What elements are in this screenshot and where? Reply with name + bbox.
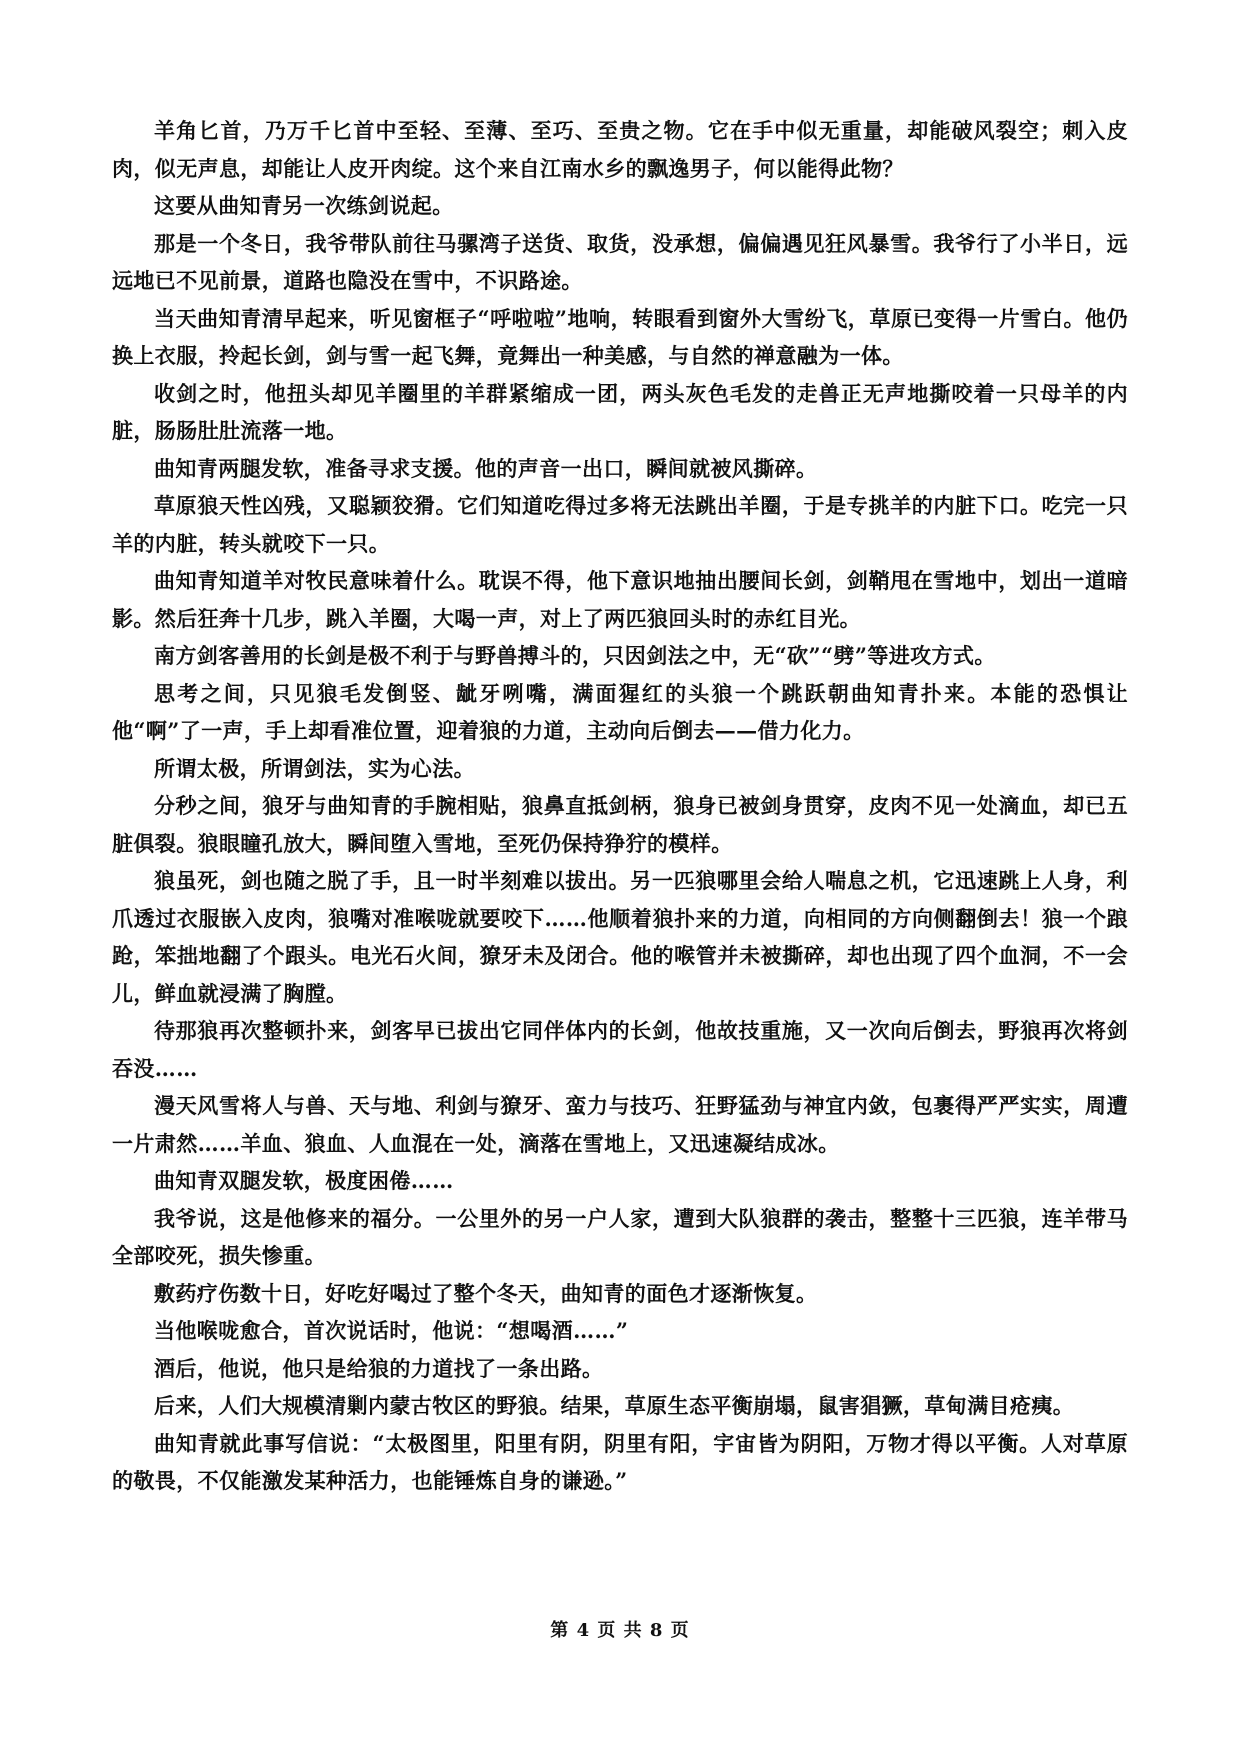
paragraph-22: 曲知青就此事写信说：“太极图里，阳里有阴，阴里有阳，宇宙皆为阴阳，万物才得以平衡。人对草原的敬畏，不仅能激发某种活力，也能锤炼自身的谦逊。” <box>112 1430 1128 1493</box>
paragraph-2: 这要从曲知青另一次练剑说起。 <box>154 193 454 218</box>
paragraph-15: 漫天风雪将人与兽、天与地、利剑与獠牙、蛮力与技巧、狂野猛劲与神宜内敛，包裹得严严实实，周遭一片肃然……羊血、狼血、人血混在一处，滴落在雪地上，又迅速凝结成冰。 <box>112 1093 1128 1156</box>
paragraph-9: 南方剑客善用的长剑是极不利于与野兽搏斗的，只因剑法之中，无“砍”“劈”等进攻方式。 <box>154 643 996 668</box>
paragraph-7: 草原狼天性凶残，又聪颖狡猾。它们知道吃得过多将无法跳出羊圈，于是专挑羊的内脏下口。吃完一只羊的内脏，转头就咬下一只。 <box>112 493 1128 556</box>
paragraph-18: 敷药疗伤数十日，好吃好喝过了整个冬天，曲知青的面色才逐渐恢复。 <box>154 1280 818 1306</box>
paragraph-11: 所谓太极，所谓剑法，实为心法。 <box>154 755 475 781</box>
paragraph-3: 那是一个冬日，我爷带队前往马骡湾子送货、取货，没承想，偏偏遇见狂风暴雪。我爷行了小半日，远远地已不见前景，道路也隐没在雪中，不识路途。 <box>112 230 1128 293</box>
page-number-footer: 第 4 页 共 8 页 <box>550 1620 690 1641</box>
paragraph-13: 狼虽死，剑也随之脱了手，且一时半刻难以拔出。另一匹狼哪里会给人喘息之机，它迅速跳上人身，利爪透过衣服嵌入皮肉，狼嘴对准喉咙就要咬下……他顺着狼扑来的力道，向相同的方向侧翻倒去！狼一个踉跄，笨拙地翻了个跟头。电光石火间，獠牙未及闭合。他的喉管并未被撕碎，却也出现了四个血洞，不一会儿，鲜血就浸满了胸膛。 <box>112 868 1128 1006</box>
paragraph-6: 曲知青两腿发软，准备寻求支援。他的声音一出口，瞬间就被风撕碎。 <box>154 455 818 481</box>
paragraph-12: 分秒之间，狼牙与曲知青的手腕相贴，狼鼻直抵剑柄，狼身已被剑身贯穿，皮肉不见一处滴血，却已五脏俱裂。狼眼瞳孔放大，瞬间堕入雪地，至死仍保持狰狞的模样。 <box>112 793 1128 856</box>
paragraph-5: 收剑之时，他扭头却见羊圈里的羊群紧缩成一团，两头灰色毛发的走兽正无声地撕咬着一只母羊的内脏，肠肠肚肚流落一地。 <box>112 380 1128 443</box>
paragraph-21: 后来，人们大规模清剿内蒙古牧区的野狼。结果，草原生态平衡崩塌，鼠害猖獗，草甸满目疮痍。 <box>154 1393 1075 1418</box>
paragraph-19: 当他喉咙愈合，首次说话时，他说：“想喝酒……” <box>154 1318 629 1343</box>
article-body <box>112 112 1128 1500</box>
paragraph-8: 曲知青知道羊对牧民意味着什么。耽误不得，他下意识地抽出腰间长剑，剑鞘甩在雪地中，划出一道暗影。然后狂奔十几步，跳入羊圈，大喝一声，对上了两匹狼回头时的赤红目光。 <box>112 568 1128 631</box>
paragraph-10: 思考之间，只见狼毛发倒竖、龇牙咧嘴，满面猩红的头狼一个跳跃朝曲知青扑来。本能的恐惧让他“啊”了一声，手上却看准位置，迎着狼的力道，主动向后倒去——借力化力。 <box>112 680 1128 743</box>
paragraph-16: 曲知青双腿发软，极度困倦…… <box>154 1168 454 1193</box>
paragraph-1: 羊角匕首，乃万千匕首中至轻、至薄、至巧、至贵之物。它在手中似无重量，却能破风裂空；刺入皮肉，似无声息，却能让人皮开肉绽。这个来自江南水乡的飘逸男子，何以能得此物？ <box>112 118 1128 181</box>
paragraph-14: 待那狼再次整顿扑来，剑客早已拔出它同伴体内的长剑，他故技重施，又一次向后倒去，野狼再次将剑吞没…… <box>112 1018 1128 1081</box>
paragraph-17: 我爷说，这是他修来的福分。一公里外的另一户人家，遭到大队狼群的袭击，整整十三匹狼，连羊带马全部咬死，损失惨重。 <box>112 1205 1128 1268</box>
paragraph-20: 酒后，他说，他只是给狼的力道找了一条出路。 <box>154 1355 604 1381</box>
paragraph-4: 当天曲知青清早起来，听见窗框子“呼啦啦”地响，转眼看到窗外大雪纷飞，草原已变得一片雪白。他仍换上衣服，拎起长剑，剑与雪一起飞舞，竟舞出一种美感，与自然的禅意融为一体。 <box>112 305 1128 368</box>
